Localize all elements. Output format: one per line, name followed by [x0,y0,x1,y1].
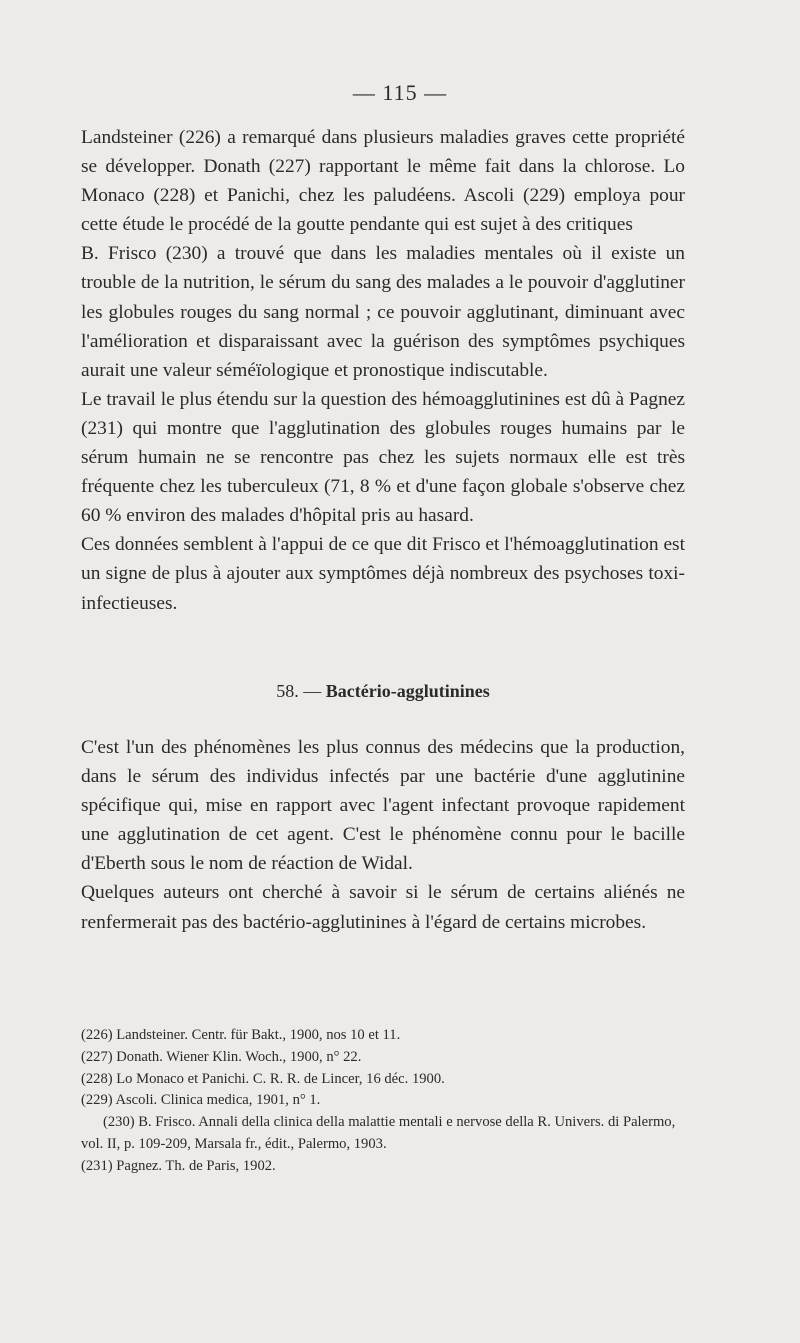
section-text [81,733,685,937]
section-title: Bactério-agglutinines [325,681,490,701]
footnote-231: (231) Pagnez. Th. de Paris, 1902. [81,1157,276,1174]
paragraph-6: Quelques auteurs ont cherché à savoir si le sérum de certains aliénés ne renfermerait pas des bactério-agglutinines à l'égard de certains microbes. [81,882,685,933]
footnotes [81,1025,691,1178]
footnote-226: (226) Landsteiner. Centr. für Bakt., 1900, nos 10 et 11. [81,1027,401,1043]
footnote-228: (228) Lo Monaco et Panichi. C. R. R. de Lincer, 16 déc. 1900. [81,1070,445,1087]
paragraph-3: Le travail le plus étendu sur la question des hémoagglutinines est dû à Pagnez (231) qui montre que l'agglutination des globules rouges humains par le sérum humain ne se rencontre pas chez les sujets normaux elle est très fréquente chez les tuberculeux (71, 8 % et d'une façon globale s'observe chez 60 % environ des malades d'hôpital pris au hasard. [81,388,685,527]
section-heading [81,681,685,702]
footnote-229: (229) Ascoli. Clinica medica, 1901, n° 1. [81,1092,321,1109]
paragraph-1: Landsteiner (226) a remarqué dans plusieurs maladies graves cette propriété se développer. Donath (227) rapportant le même fait dans la chlorose. Lo Monaco (228) et Panichi, chez les paludéens. Ascoli (229) employa pour cette étude le procédé de la goutte pendante qui est sujet à des critiques [81,127,685,236]
footnote-230: (230) B. Frisco. Annali della clinica della malattie mentali e nervose della R. Univers. di Palermo, vol. II, p. 109-209, Marsala fr., édit., Palermo, 1903. [81,1114,676,1152]
footnote-227: (227) Donath. Wiener Klin. Woch., 1900, n° 22. [81,1048,362,1065]
page-number: — 115 — [352,80,448,105]
section-number: 58. — [276,681,322,701]
paragraph-2: B. Frisco (230) a trouvé que dans les maladies mentales où il existe un trouble de la nutrition, le sérum du sang des malades a le pouvoir d'agglutiner les globules rouges du sang normal ; ce pouvoir agglutinant, diminuant avec l'amélioration et disparaissant avec la guérison des symptômes psychiques aurait une valeur séméïologique et pronostique indiscutable. [81,243,685,381]
paragraph-5: C'est l'un des phénomènes les plus connus des médecins que la production, dans le sérum des individus infectés par une bactérie d'une agglutinine spécifique qui, mise en rapport avec l'agent infectant provoque rapidement une agglutination de cet agent. C'est le phénomène connu pour le bacille d'Eberth sous le nom de réaction de Widal. [81,737,685,875]
paragraph-4: Ces données semblent à l'appui de ce que dit Frisco et l'hémoagglutination est un signe de plus à ajouter aux symptômes déjà nombreux des psychoses toxi-infectieuses. [81,534,685,614]
main-text [81,123,685,618]
